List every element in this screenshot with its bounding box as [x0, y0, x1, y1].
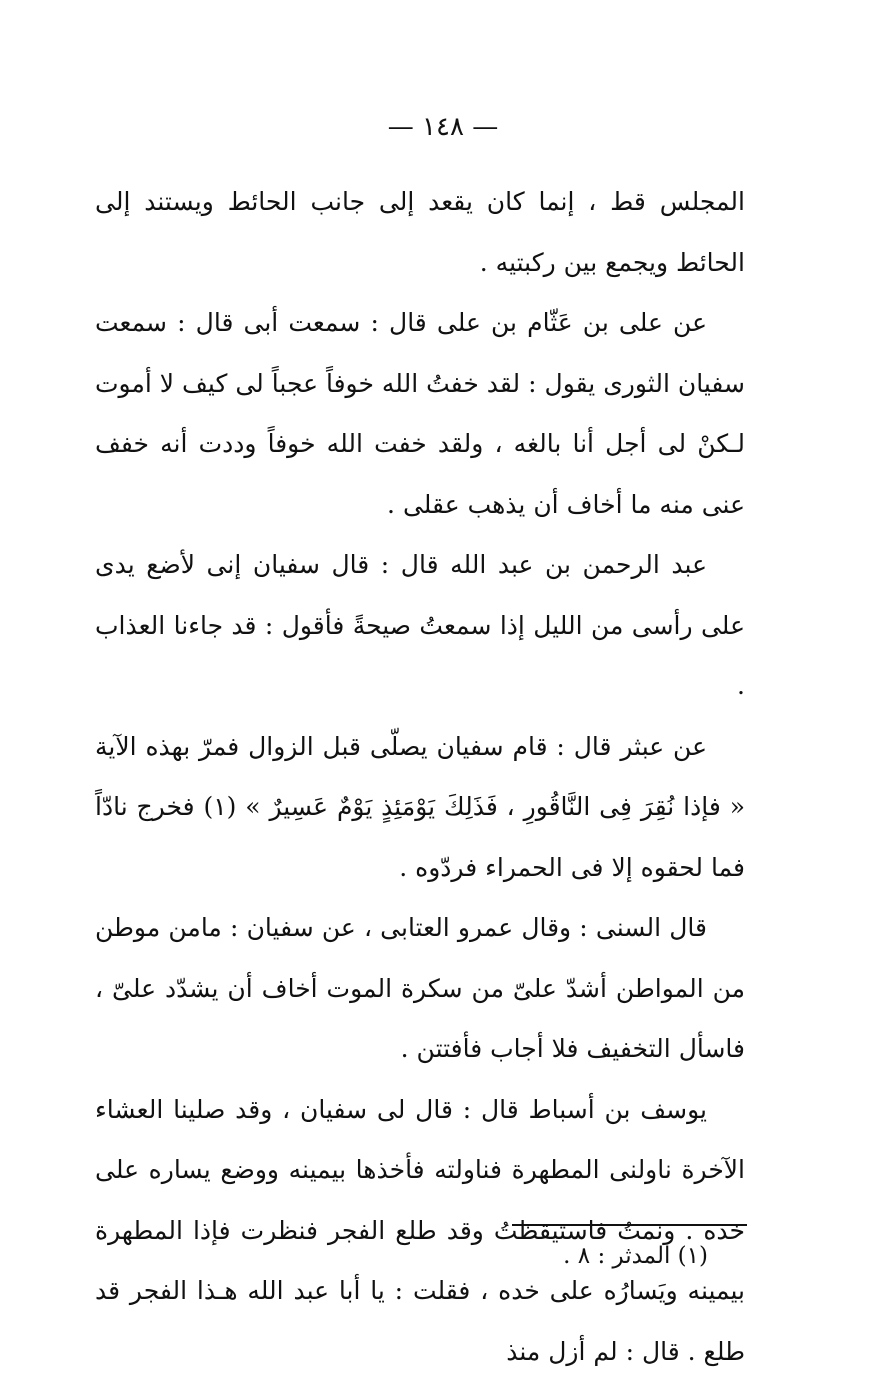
paragraph-ali-ibn-aththam: عن على بن عَثّام بن على قال : سمعت أبى قال : سمعت سفيان الثورى يقول : لقد خفتُ الله خوفاً عجباً لى كيف لا أموت لـكنْ لى أجل أنا بالغه ، ولقد خفت الله خوفاً وددت أنه خفف عنى منه ما أخاف أن يذهب عقلى . — [95, 293, 745, 535]
paragraph-abthar: عن عبثر قال : قام سفيان يصلّى قبل الزوال فمرّ بهذه الآية « فإذا نُقِرَ فِى النَّاقُورِ ، فَذَلِكَ يَوْمَئِذٍ يَوْمٌ عَسِيرٌ » (١) فخرج نادّاً فما لحقوه إلا فى الحمراء فردّوه . — [95, 717, 745, 899]
body-text — [95, 172, 745, 1382]
paragraph-continuation: المجلس قط ، إنما كان يقعد إلى جانب الحائط ويستند إلى الحائط ويجمع بين ركبتيه . — [95, 172, 745, 293]
footnote: (١) المدثر : ٨ . — [563, 1236, 708, 1276]
footnote-divider — [512, 1224, 747, 1226]
paragraph-abd-al-rahman: عبد الرحمن بن عبد الله قال : قال سفيان إنى لأضع يدى على رأسى من الليل إذا سمعتُ صيحةً فأقول : قد جاءنا العذاب . — [95, 535, 745, 717]
paragraph-yusuf-ibn-asbat: يوسف بن أسباط قال : قال لى سفيان ، وقد صلينا العشاء الآخرة ناولنى المطهرة فناولته فأخذها بيمينه ووضع يساره على خده . ونمتُ فاستيقظتُ وقد طلع الفجر فنظرت فإذا المطهرة بيمينه ويَسارُه على خده ، فقلت : يا أبا عبد الله هـذا الفجر قد طلع . قال : لم أزل منذ — [95, 1080, 745, 1382]
paragraph-al-sunni: قال السنى : وقال عمرو العتابى ، عن سفيان : مامن موطن من المواطن أشدّ علىّ من سكرة الموت أخاف أن يشدّد علىّ ، فاسأل التخفيف فلا أجاب فأفتتن . — [95, 898, 745, 1080]
page-number: — ١٤٨ — — [0, 112, 886, 142]
